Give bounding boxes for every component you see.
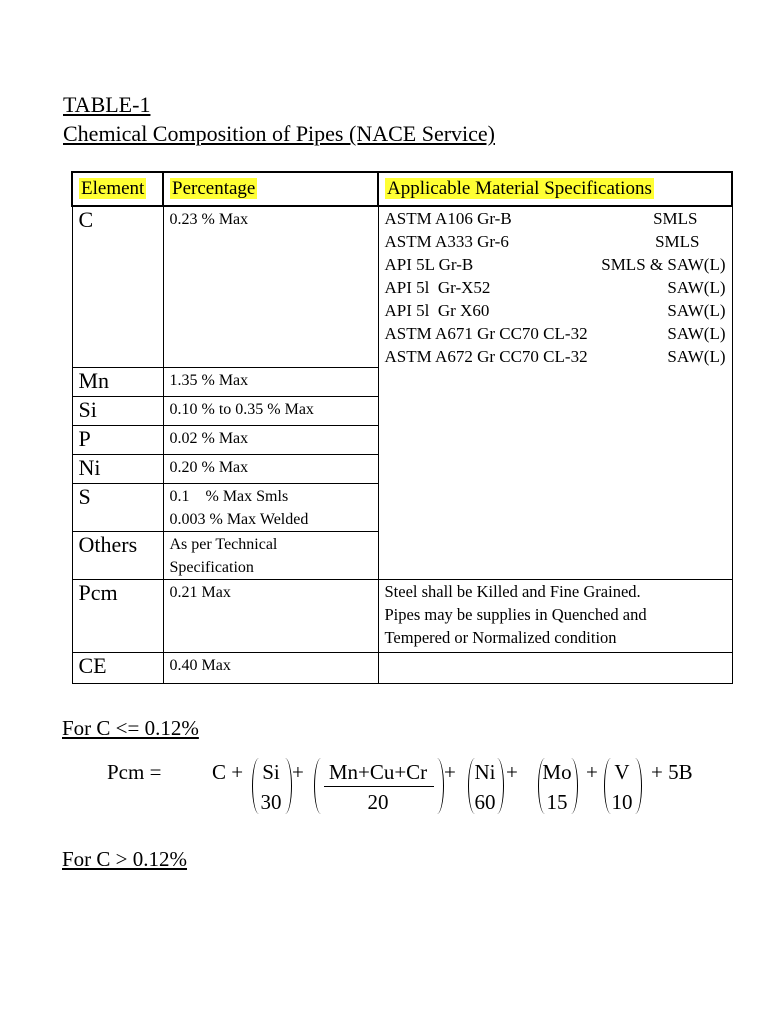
table-row: [72, 653, 732, 684]
table-row: [72, 580, 732, 653]
plus-sign: +: [506, 760, 518, 784]
note-cell: [378, 580, 732, 653]
header-specs-cell: [378, 172, 732, 206]
header-specifications: Applicable Material Specifications: [387, 178, 652, 199]
percentage-value: 0.10 % to 0.35 % Max: [169, 401, 314, 418]
header-element-cell: [72, 172, 163, 206]
percentage-value: As per Technical: [169, 536, 278, 553]
element-cell: CE: [72, 653, 163, 684]
spec-line: [385, 207, 726, 230]
spec-line: [385, 322, 726, 345]
percentage-value: 0.23 % Max: [169, 211, 249, 228]
percentage-value: 0.21 Max: [169, 584, 231, 601]
element-cell: Pcm: [72, 580, 163, 653]
condition-high-carbon: For C > 0.12%: [62, 847, 188, 871]
v-denominator: 10: [611, 790, 633, 814]
plus-sign: +: [444, 760, 456, 784]
spec-type: SMLS & SAW(L): [601, 255, 726, 274]
mo-numerator: Mo: [542, 760, 572, 784]
plus-sign: +: [586, 760, 598, 784]
spec-line: [385, 276, 726, 299]
spec-name: ASTM A333 Gr-6: [384, 232, 509, 251]
percentage-cell: [163, 368, 378, 397]
mn-cu-cr-denominator: 20: [367, 790, 389, 814]
percentage-value: 0.003 % Max Welded: [169, 511, 309, 528]
percentage-cell: [163, 580, 378, 653]
composition-table: [71, 171, 733, 684]
spec-type: SMLS: [655, 232, 700, 251]
percentage-value: 0.1 % Max Smls: [169, 488, 289, 505]
element-cell: Ni: [72, 455, 163, 484]
percentage-cell: [163, 397, 378, 426]
percentage-cell: [163, 455, 378, 484]
ni-numerator: Ni: [474, 760, 496, 784]
table-number-title: TABLE-1: [63, 92, 151, 117]
formula-lhs: Pcm =: [107, 760, 162, 784]
v-numerator: V: [614, 760, 630, 784]
header-percentage: Percentage: [172, 178, 256, 199]
spec-name: API 5L Gr-B: [384, 255, 474, 274]
note-line: Pipes may be supplies in Quenched and: [384, 605, 647, 624]
element-cell: Si: [72, 397, 163, 426]
spec-name: ASTM A672 Gr CC70 CL-32: [384, 347, 588, 366]
element-cell: P: [72, 426, 163, 455]
si-numerator: Si: [262, 760, 280, 784]
spec-name: ASTM A106 Gr-B: [384, 209, 512, 228]
spec-type: SAW(L): [667, 347, 726, 366]
header-percentage-cell: [163, 172, 378, 206]
percentage-cell: [163, 653, 378, 684]
element-cell: Mn: [72, 368, 163, 397]
si-denominator: 30: [260, 790, 282, 814]
plus-sign: +: [292, 760, 304, 784]
percentage-cell: [163, 426, 378, 455]
mn-cu-cr-numerator: Mn+Cu+Cr: [328, 760, 428, 784]
spec-type: SAW(L): [667, 278, 726, 297]
spec-name: API 5l Gr-X52: [384, 278, 491, 297]
element-cell: S: [72, 484, 163, 532]
percentage-value: 0.20 % Max: [169, 459, 249, 476]
spec-line: [385, 345, 726, 368]
spec-name: ASTM A671 Gr CC70 CL-32: [384, 324, 588, 343]
header-element: Element: [81, 178, 145, 199]
spec-line: [385, 253, 726, 276]
empty-cell: [378, 653, 732, 684]
percentage-value: Specification: [169, 559, 254, 576]
formula-c-term: C +: [212, 760, 244, 784]
table-row: [72, 206, 732, 368]
percentage-value: 0.40 Max: [169, 657, 231, 674]
percentage-cell: [163, 532, 378, 580]
percentage-cell: [163, 484, 378, 532]
element-cell: C: [72, 206, 163, 368]
note-line: Tempered or Normalized condition: [384, 628, 617, 647]
spec-type: SMLS: [653, 209, 698, 228]
note-line: Steel shall be Killed and Fine Grained.: [384, 582, 641, 601]
table-header-row: [72, 172, 732, 206]
table-caption: Chemical Composition of Pipes (NACE Service): [63, 121, 495, 146]
percentage-value: 0.02 % Max: [169, 430, 249, 447]
boron-term: + 5B: [651, 760, 693, 784]
element-cell: Others: [72, 532, 163, 580]
fraction-bar: [324, 786, 434, 787]
mo-denominator: 15: [546, 790, 568, 814]
percentage-cell: [163, 206, 378, 368]
spec-line: [385, 299, 726, 322]
condition-low-carbon: For C <= 0.12%: [62, 716, 199, 740]
spec-line: [385, 230, 726, 253]
spec-type: SAW(L): [667, 324, 726, 343]
spec-type: SAW(L): [667, 301, 726, 320]
percentage-value: 1.35 % Max: [169, 372, 249, 389]
ni-denominator: 60: [474, 790, 496, 814]
specifications-cell: [378, 206, 732, 580]
spec-name: API 5l Gr X60: [384, 301, 490, 320]
